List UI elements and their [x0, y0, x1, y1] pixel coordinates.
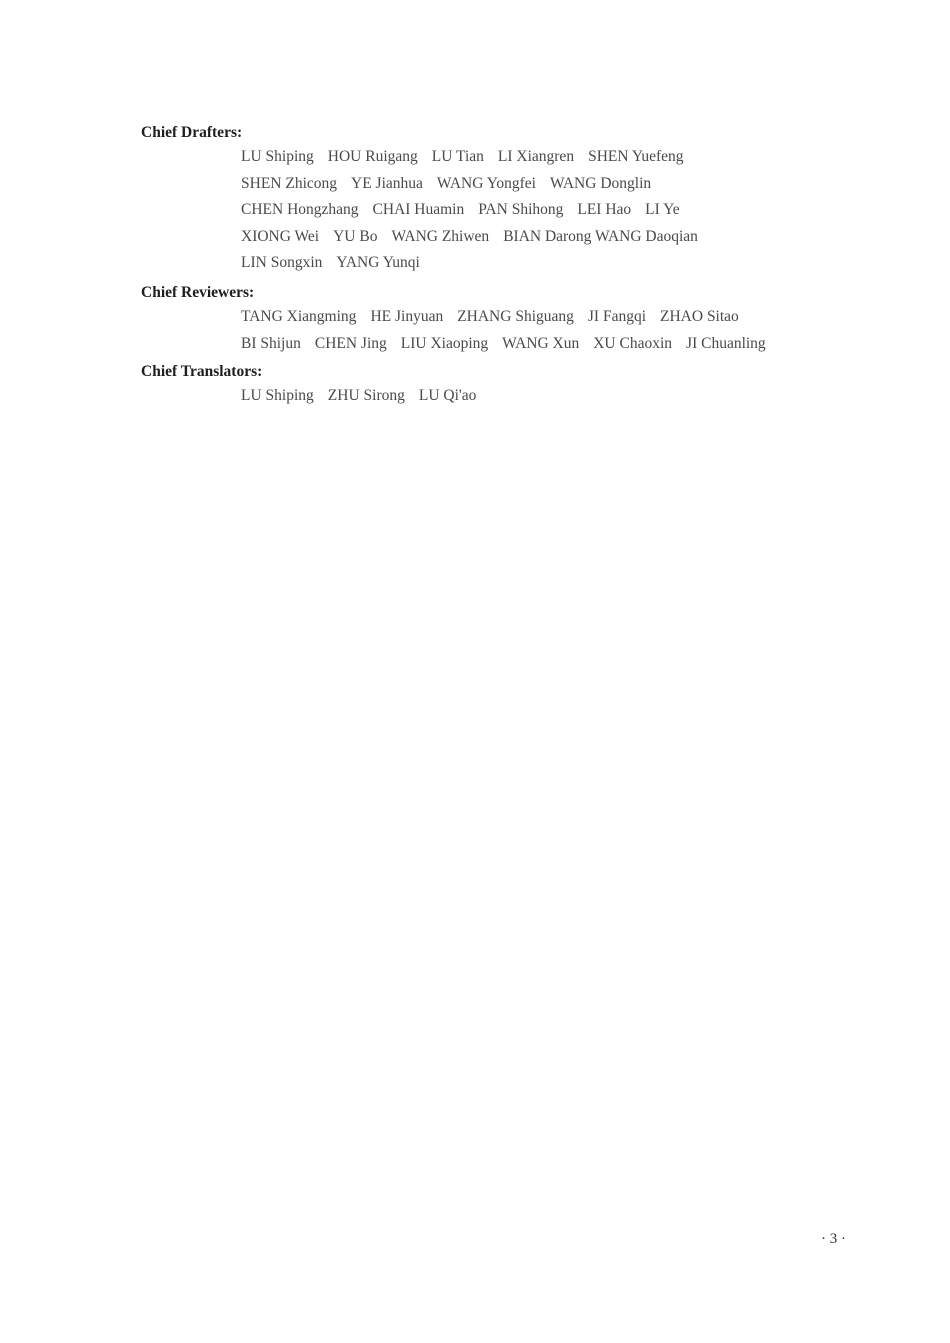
person-name: WANG Yongfei: [436, 174, 536, 192]
name-lines: [241, 383, 861, 410]
person-name: TANG Xiangming: [241, 308, 357, 325]
person-name: SHEN Yuefeng: [588, 148, 684, 165]
person-name: HE Jinyuan: [370, 308, 444, 325]
person-name: LI Xiangren: [497, 148, 575, 165]
person-name: WANG Donglin: [549, 174, 652, 192]
person-name: ZHU Sirong: [327, 387, 405, 404]
person-name: WANG Zhiwen: [391, 227, 490, 245]
name-line: [241, 171, 861, 198]
person-name: LU Tian: [431, 148, 484, 165]
person-name: LIU Xiaoping: [400, 334, 489, 352]
person-name: HOU Ruigang: [327, 148, 418, 165]
person-name: XIONG Wei: [241, 227, 320, 245]
person-name: YANG Yunqi: [336, 254, 420, 272]
person-name: LEI Hao: [577, 201, 632, 219]
page-number: · 3 ·: [821, 1231, 846, 1247]
person-name: BIAN Darong WANG Daoqian: [503, 227, 698, 245]
name-line: [241, 304, 861, 331]
name-line: [241, 250, 861, 277]
person-name: XU Chaoxin: [593, 334, 673, 352]
person-name: LU Shiping: [241, 387, 314, 404]
person-name: LIN Songxin: [241, 254, 323, 272]
person-name: JI Chuanling: [686, 334, 766, 352]
section-heading: Chief Reviewers:: [141, 284, 255, 301]
person-name: JI Fangqi: [587, 308, 647, 325]
person-name: CHEN Hongzhang: [241, 201, 359, 219]
person-name: PAN Shihong: [478, 201, 564, 219]
name-line: [241, 144, 861, 171]
person-name: SHEN Zhicong: [241, 174, 338, 192]
person-name: LU Qi'ao: [418, 387, 477, 404]
person-name: CHEN Jing: [314, 334, 387, 352]
person-name: ZHAO Sitao: [660, 308, 739, 325]
person-name: CHAI Huamin: [372, 201, 465, 219]
name-lines: [241, 144, 861, 277]
person-name: WANG Xun: [502, 334, 580, 352]
person-name: YE Jianhua: [351, 174, 423, 192]
chief-translators-section: [141, 361, 861, 410]
name-line: [241, 224, 861, 251]
person-name: YU Bo: [333, 227, 378, 245]
person-name: LU Shiping: [241, 148, 314, 165]
name-line: [241, 383, 861, 410]
person-name: BI Shijun: [241, 334, 301, 352]
section-heading: Chief Drafters:: [141, 124, 243, 141]
person-name: ZHANG Shiguang: [457, 308, 574, 325]
name-lines: [241, 304, 861, 357]
chief-reviewers-section: [141, 282, 861, 357]
section-heading: Chief Translators:: [141, 363, 263, 380]
name-line: [241, 331, 861, 358]
name-line: [241, 197, 861, 224]
chief-drafters-section: [141, 122, 861, 277]
person-name: LI Ye: [645, 201, 680, 219]
